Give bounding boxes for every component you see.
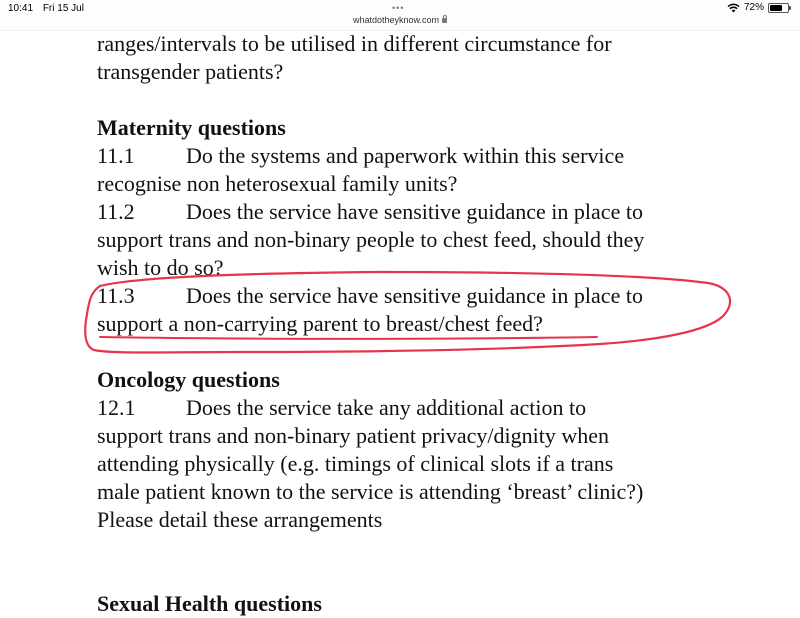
question-text-continued: recognise non heterosexual family units? bbox=[97, 171, 458, 196]
question-number: 12.1 bbox=[97, 395, 136, 420]
question-number: 11.1 bbox=[97, 143, 135, 168]
address-bar[interactable] bbox=[0, 15, 800, 25]
question-11-3 bbox=[97, 282, 777, 310]
question-number: 11.2 bbox=[97, 199, 135, 224]
multitasking-dots-icon[interactable]: ••• bbox=[392, 3, 405, 13]
lock-icon bbox=[442, 18, 447, 23]
document-page bbox=[97, 30, 777, 618]
wifi-icon bbox=[727, 3, 740, 13]
question-text-continued: support a non-carrying parent to breast/chest feed? bbox=[97, 311, 543, 336]
url-text: whatdotheyknow.com bbox=[352, 15, 440, 25]
question-text-continued: male patient known to the service is attending ‘breast’ clinic?) bbox=[97, 479, 644, 504]
question-text: Does the service take any additional action to bbox=[186, 395, 587, 420]
question-text: Do the systems and paperwork within this service bbox=[186, 143, 625, 168]
question-text: Does the service have sensitive guidance in place to bbox=[186, 283, 643, 308]
status-indicators bbox=[727, 2, 792, 13]
question-11-1 bbox=[97, 142, 777, 170]
question-11-2 bbox=[97, 198, 777, 226]
status-date: Fri 15 Jul bbox=[42, 3, 84, 14]
status-bar bbox=[0, 0, 800, 31]
question-text: Does the service have sensitive guidance in place to bbox=[186, 199, 643, 224]
battery-icon bbox=[768, 3, 789, 13]
status-time: 10:41 bbox=[8, 3, 34, 14]
battery-level-fill bbox=[770, 5, 782, 11]
battery-percentage: 72% bbox=[743, 2, 764, 13]
sexual-health-heading: Sexual Health questions bbox=[97, 591, 322, 616]
intro-line-2: transgender patients? bbox=[97, 59, 284, 84]
question-text-continued: wish to do so? bbox=[97, 255, 224, 280]
intro-line-1: ranges/intervals to be utilised in different circumstance for bbox=[97, 31, 612, 56]
maternity-heading: Maternity questions bbox=[97, 115, 286, 140]
question-text-continued: Please detail these arrangements bbox=[97, 507, 383, 532]
question-text-continued: attending physically (e.g. timings of clinical slots if a trans bbox=[97, 451, 614, 476]
question-text-continued: support trans and non-binary people to chest feed, should they bbox=[97, 227, 645, 252]
question-text-continued: support trans and non-binary patient privacy/dignity when bbox=[97, 423, 609, 448]
question-12-1 bbox=[97, 394, 777, 422]
status-time-date bbox=[8, 3, 91, 14]
oncology-heading: Oncology questions bbox=[97, 367, 280, 392]
question-number: 11.3 bbox=[97, 283, 135, 308]
